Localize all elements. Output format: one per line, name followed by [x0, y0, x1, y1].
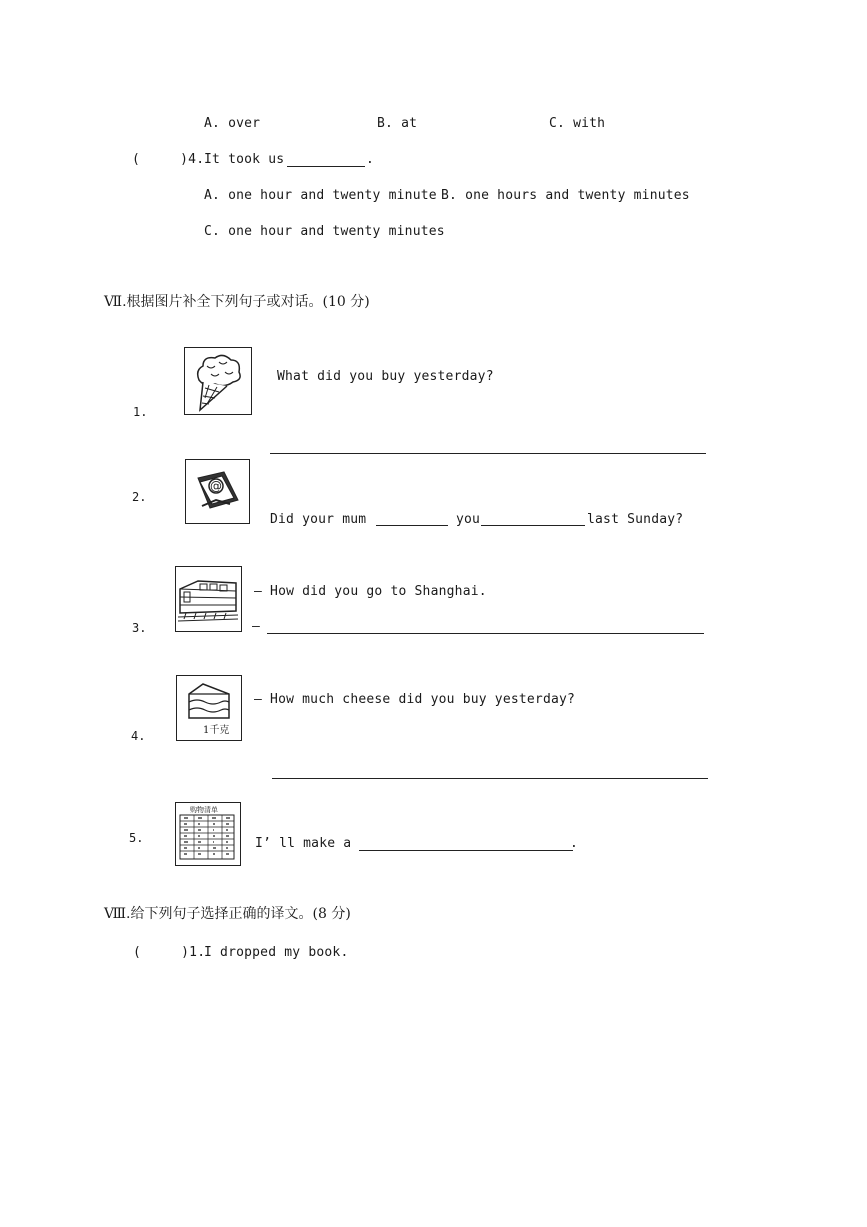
option-b: B. one hours and twenty minutes — [441, 188, 690, 203]
item-number: 5. — [129, 831, 144, 845]
answer-blank[interactable] — [272, 778, 708, 779]
item-number: 4. — [131, 729, 146, 743]
question-text: What did you buy yesterday? — [277, 369, 494, 384]
svg-text:@: @ — [210, 479, 222, 493]
shopping-list-icon — [175, 802, 241, 866]
train-icon — [175, 566, 242, 632]
ice-cream-icon — [184, 347, 252, 415]
option-c: C. one hour and twenty minutes — [204, 224, 445, 239]
option-b: B. at — [377, 116, 418, 131]
question-end: . — [366, 152, 375, 167]
question-stem: It took us — [204, 152, 285, 167]
option-a: A. over — [204, 116, 261, 131]
question-text: — How did you go to Shanghai. — [254, 584, 487, 599]
answer-blank[interactable] — [267, 633, 704, 634]
weight-caption: 1千克 — [203, 725, 230, 736]
question-text: — How much cheese did you buy yesterday? — [254, 692, 576, 707]
question-text: I’ ll make a — [255, 836, 352, 851]
option-a: A. one hour and twenty minute — [204, 188, 437, 203]
item-number: 2. — [132, 490, 147, 504]
list-caption: 购物清单 — [190, 806, 218, 814]
section-title: Ⅶ.根据图片补全下列句子或对话。(10 分) — [104, 294, 370, 310]
question-text: last Sunday? — [587, 512, 684, 527]
section-title: Ⅷ.给下列句子选择正确的译文。(8 分) — [104, 906, 351, 922]
cheese-icon — [176, 675, 242, 741]
question-end: . — [570, 836, 579, 851]
answer-blank[interactable] — [359, 850, 573, 851]
item-number: 1. — [133, 405, 148, 419]
option-c: C. with — [549, 116, 606, 131]
answer-paren: ( )1. — [133, 945, 206, 960]
answer-blank[interactable] — [270, 453, 706, 454]
item-number: 3. — [132, 621, 147, 635]
question-text: Did your mum — [270, 512, 367, 527]
question-text: you — [456, 512, 481, 527]
answer-blank[interactable] — [287, 166, 365, 167]
answer-dash: — — [252, 619, 261, 634]
question-text: I dropped my book. — [204, 945, 349, 960]
answer-blank[interactable] — [481, 525, 585, 526]
answer-blank[interactable] — [376, 525, 448, 526]
email-icon — [185, 459, 250, 524]
answer-paren: ( )4. — [132, 152, 205, 167]
